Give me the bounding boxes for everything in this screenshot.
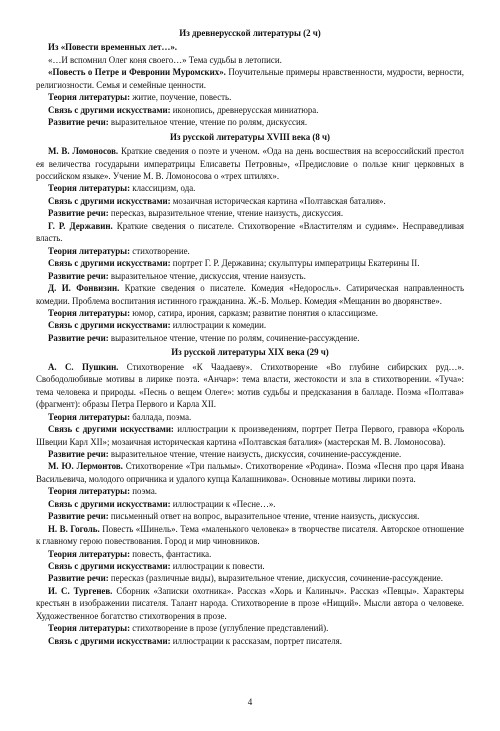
section-heading: Из русской литературы XVIII века (8 ч) — [170, 131, 330, 142]
paragraph — [36, 460, 464, 485]
paragraph-text: баллада, поэма. — [130, 411, 192, 422]
paragraph-lead: Д. И. Фонвизин. — [48, 283, 120, 294]
paragraph — [36, 104, 464, 116]
paragraph-text: иллюстрации к рассказам, портрет писателя. — [170, 635, 342, 646]
paragraph-lead: М. Ю. Лермонтов. — [48, 461, 123, 472]
paragraph-lead: Связь с другими искусствами: — [48, 104, 171, 115]
paragraph — [36, 498, 464, 510]
paragraph — [36, 145, 464, 182]
section-heading: Из древнерусской литературы (2 ч) — [179, 28, 321, 38]
paragraph — [36, 510, 464, 522]
paragraph-lead: Г. Р. Державин. — [48, 220, 113, 231]
section-heading: Из русской литературы XIX века (29 ч) — [171, 347, 329, 358]
paragraph-lead: А. С. Пушкин. — [48, 361, 119, 372]
paragraph-lead: Связь с другими искусствами: — [48, 320, 171, 331]
paragraph — [36, 523, 464, 548]
paragraph-text: письменный ответ на вопрос, выразительное чтение, чтение наизусть, дискуссия. — [108, 511, 420, 522]
paragraph — [36, 448, 464, 460]
paragraph-text: классицизм, ода. — [130, 183, 196, 194]
page-number: 4 — [247, 697, 253, 707]
paragraph-lead: Теория литературы: — [48, 486, 131, 497]
paragraph-lead: Развитие речи: — [48, 117, 109, 128]
paragraph-text: выразительное чтение, чтение наизусть, дискуссия, сочинение-рассуждение. — [108, 448, 402, 459]
paragraph-text: иллюстрации к комедии. — [170, 320, 267, 331]
paragraph-text: Стихотворение «Три пальмы». Стихотворение «Родина». Поэма «Песня про царя Ивана Васильевича, молодого опричника и удалого купца Калашникова». Основные мотивы лирики поэта. — [36, 461, 464, 484]
paragraph-text: повесть, фантастика. — [130, 548, 212, 559]
paragraph-text: иллюстрации к произведениям, портрет Петра Первого, гравюра «Король Швеции Карл XII»; мозаичная историческая картина «Полтавская баталия» (мастерская М. В. Ломоносова). — [36, 424, 464, 447]
paragraph — [36, 207, 464, 219]
paragraph-lead: Связь с другими искусствами: — [48, 498, 171, 509]
paragraph-text: иконопись, древнерусская миниатюра. — [170, 104, 319, 115]
paragraph-text: стихотворение. — [130, 245, 190, 256]
paragraph — [36, 270, 464, 282]
paragraph-lead: «Повесть о Петре и Февронии Муромских». — [48, 67, 226, 78]
paragraph-text: «…И вспомнил Олег коня своего…» Тема судьбы в летописи. — [48, 54, 282, 65]
paragraph-lead: Развитие речи: — [48, 208, 109, 219]
paragraph-lead: Связь с другими искусствами: — [48, 195, 171, 206]
paragraph-text: Краткие сведения о поэте и ученом. «Ода на день восшествия на всероссийский престол ея величества государыни императрицы Елисаветы Петровны», «Предисловие о пользе книг церковных в российском языке». Учение М. В. Ломоносова о «трех штилях». — [36, 146, 464, 181]
paragraph-lead: Теория литературы: — [48, 548, 131, 559]
paragraph — [36, 560, 464, 572]
paragraph-lead: Развитие речи: — [48, 573, 109, 584]
paragraph — [36, 548, 464, 560]
paragraph-text: Поучительные примеры нравственности, мудрости, верности, религиозности. Семья и семейные ценности. — [36, 67, 465, 90]
paragraph — [36, 585, 464, 622]
paragraph-text: иллюстрации к «Песне…». — [170, 498, 276, 509]
paragraph-lead: М. В. Ломоносов. — [48, 146, 119, 157]
paragraph-lead: Теория литературы: — [48, 92, 131, 103]
paragraph-text: юмор, сатира, ирония, сарказм; развитие понятия о классицизме. — [130, 307, 378, 318]
paragraph — [36, 257, 464, 269]
paragraph-text: выразительное чтение, чтение по ролям, дискуссия. — [108, 117, 308, 128]
paragraph — [36, 116, 464, 128]
paragraph-text: Краткие сведения о писателе. Комедия «Недоросль». Сатирическая направленность комедии. Проблема воспитания истинного гражданина. Ж.-Б. Мольер. Комедия «Мещанин во дворянстве». — [36, 283, 464, 306]
paragraph — [36, 485, 464, 497]
paragraph-text: мозаичная историческая картина «Полтавская баталия». — [170, 195, 386, 206]
paragraph — [36, 245, 464, 257]
paragraph — [36, 635, 464, 647]
paragraph-lead: Развитие речи: — [48, 332, 109, 343]
paragraph — [36, 307, 464, 319]
paragraph — [36, 361, 464, 411]
paragraph-lead: Связь с другими искусствами: — [48, 424, 174, 435]
paragraph-text: поэма. — [130, 486, 158, 497]
paragraph — [36, 332, 464, 344]
paragraph — [36, 54, 464, 66]
paragraph-lead: Развитие речи: — [48, 511, 109, 522]
paragraph-lead: Связь с другими искусствами: — [48, 635, 171, 646]
paragraph-lead: Теория литературы: — [48, 183, 131, 194]
paragraph-lead: Теория литературы: — [48, 245, 131, 256]
paragraph-text: Краткие сведения о писателе. Стихотворение «Властителям и судиям». Несправедливая власть. — [36, 220, 465, 244]
paragraph-text: выразительное чтение, чтение по ролям, сочинение-рассуждение. — [108, 332, 360, 343]
paragraph — [36, 423, 464, 448]
paragraph — [36, 282, 464, 307]
paragraph — [36, 91, 464, 103]
paragraph — [36, 319, 464, 331]
paragraph-lead: Теория литературы: — [48, 411, 131, 422]
paragraph — [36, 195, 464, 207]
paragraph-text: Сборник «Записки охотника». Рассказ «Хорь и Калиныч». Рассказ «Певцы». Характеры крестьян в изображении писателя. Талант народа. Стихотворение в прозе «Нищий». Мысли автора о человеке. Художественное богатство стихотворения в прозе. — [36, 585, 464, 621]
paragraph — [36, 220, 464, 245]
paragraph-lead: Из «Повести временных лет…». — [48, 42, 177, 53]
paragraph-lead: Развитие речи: — [48, 270, 109, 281]
paragraph — [36, 66, 464, 91]
paragraph-text: иллюстрации к повести. — [170, 561, 265, 572]
paragraph-lead: И. С. Тургенев. — [48, 585, 113, 596]
paragraph-text: портрет Г. Р. Державина; скульптуры императрицы Екатерины II. — [170, 258, 420, 269]
paragraph — [36, 411, 464, 423]
paragraph — [36, 572, 464, 584]
paragraph-text: пересказ (различные виды), выразительное чтение, дискуссия, сочинение-рассуждение. — [108, 573, 443, 584]
paragraph-text: житие, поучение, повесть. — [130, 92, 232, 103]
paragraph-text: Повесть «Шинель». Тема «маленького человека» в творчестве писателя. Авторское отношение к главному герою повествования. Город и мир чиновников. — [36, 523, 464, 547]
paragraph — [36, 41, 464, 53]
paragraph-lead: Теория литературы: — [48, 307, 131, 318]
paragraph-lead: Связь с другими искусствами: — [48, 258, 171, 269]
paragraph-text: стихотворение в прозе (углубление представлений). — [130, 623, 329, 634]
paragraph-lead: Н. В. Гоголь. — [48, 523, 100, 534]
paragraph-lead: Связь с другими искусствами: — [48, 561, 171, 572]
paragraph-lead: Развитие речи: — [48, 448, 109, 459]
paragraph-lead: Теория литературы: — [48, 623, 131, 634]
paragraph — [36, 622, 464, 634]
paragraph-text: выразительное чтение, дискуссия, чтение наизусть. — [108, 270, 306, 281]
paragraph-text: Стихотворение «К Чаадаеву». Стихотворение «Во глубине сибирских руд…». Свободолюбивые мотивы в лирике поэта. «Анчар»: тема власти, жестокости и зла в стихотворении. «Туча»: тема человека и природы. «Песнь о вещем Олеге»: мотив судьбы и предсказания в балладе. Поэма «Полтава» (фрагмент): образы Петра Первого и Карла XII. — [36, 361, 464, 410]
paragraph-text: пересказ, выразительное чтение, чтение наизусть, дискуссия. — [108, 208, 344, 219]
page-content — [36, 27, 464, 647]
paragraph — [36, 182, 464, 194]
